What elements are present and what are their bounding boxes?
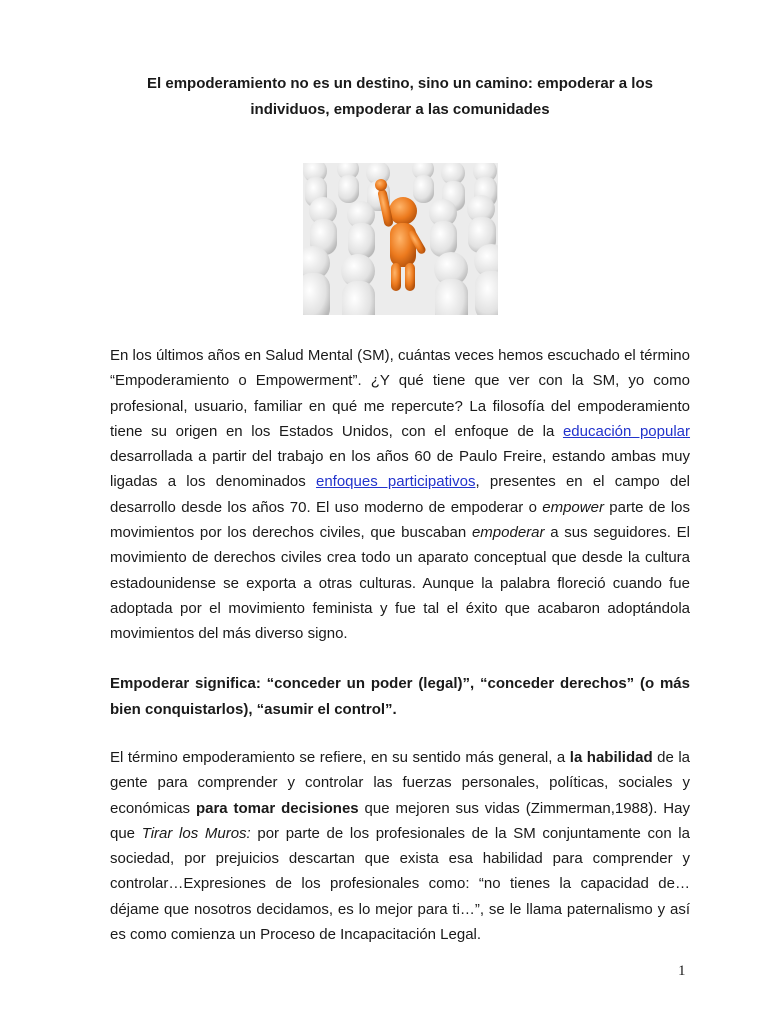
paragraph-intro-em-empower: empower xyxy=(542,498,604,516)
paragraph-intro-text-3: , presentes en el campo del desarrollo desde los años 70. El uso moderno de empoderar o xyxy=(110,473,690,516)
paragraph-definition-text-4: por parte de los profesionales de la SM conjuntamente con la sociedad, por prejuicios descartan que exista esa habilidad para comprender y controlar…Expresiones de los profesionales como: “no tienes la capacidad de…déjame que nosotros decidamos, es lo mejor para ti…”, se le llama paternalismo y así es como comienza un Proceso de Incapacitación Legal. xyxy=(110,824,690,944)
paragraph-intro-text-1: En los últimos años en Salud Mental (SM), cuántas veces hemos escuchado el término “Empoderamiento o Empowerment”. ¿Y qué tiene que ver con la SM, yo como profesional, usuario, familiar en qué me repercute? La filosofía del empoderamiento tiene su origen en los Estados Unidos, con el enfoque de la xyxy=(110,347,690,440)
paragraph-definition-bold-decisiones: para tomar decisiones xyxy=(195,799,359,817)
paragraph-definition-text-3: que mejoren sus vidas (Zimmerman,1988). Hay que xyxy=(110,799,690,842)
paragraph-definition xyxy=(110,745,690,947)
paragraph-definition-em-muros: Tirar los Muros: xyxy=(141,824,251,842)
page-number: 1 xyxy=(678,963,686,979)
title-line-1: El empoderamiento no es un destino, sino un camino: empoderar a los xyxy=(147,75,653,92)
paragraph-intro-em-empoderar: empoderar xyxy=(471,524,545,542)
paragraph-definition-text-2: de la gente para comprender y controlar las fuerzas personales, políticas, sociales y económicas xyxy=(110,749,691,817)
paragraph-definition-bold-habilidad: la habilidad xyxy=(569,749,653,766)
paragraph-intro-text-5: a sus seguidores. El movimiento de derechos civiles crea todo un aparato conceptual que desde la cultura estadounidense se exporta a otras culturas. Aunque la palabra floreció cuando fue adoptada por el movimiento feminista y fue tal el éxito que acabaron adoptándola movimientos del más diverso signo. xyxy=(110,524,690,643)
paragraph-intro-text-4: parte de los movimientos por los derechos civiles, que buscaban xyxy=(110,498,690,542)
link-educacion-popular[interactable]: educación popular xyxy=(562,422,691,440)
empowerment-illustration xyxy=(303,163,498,315)
title-line-2: individuos, empoderar a las comunidades xyxy=(250,101,550,118)
paragraph-intro-text-2: desarrollada a partir del trabajo en los años 60 de Paulo Freire, estando ambas muy ligadas a los denominados xyxy=(110,448,690,491)
section-heading: Empoderar significa: “conceder un poder (legal)”, “conceder derechos” (o más bien conquistarlos), “asumir el control”. xyxy=(110,675,690,718)
paragraph-intro xyxy=(110,343,690,647)
link-enfoques-participativos[interactable]: enfoques participativos xyxy=(315,473,476,491)
crowd-illustration-icon xyxy=(303,163,498,315)
document-title xyxy=(110,71,690,123)
paragraph-definition-text-1: El término empoderamiento se refiere, en su sentido más general, a xyxy=(110,749,570,766)
